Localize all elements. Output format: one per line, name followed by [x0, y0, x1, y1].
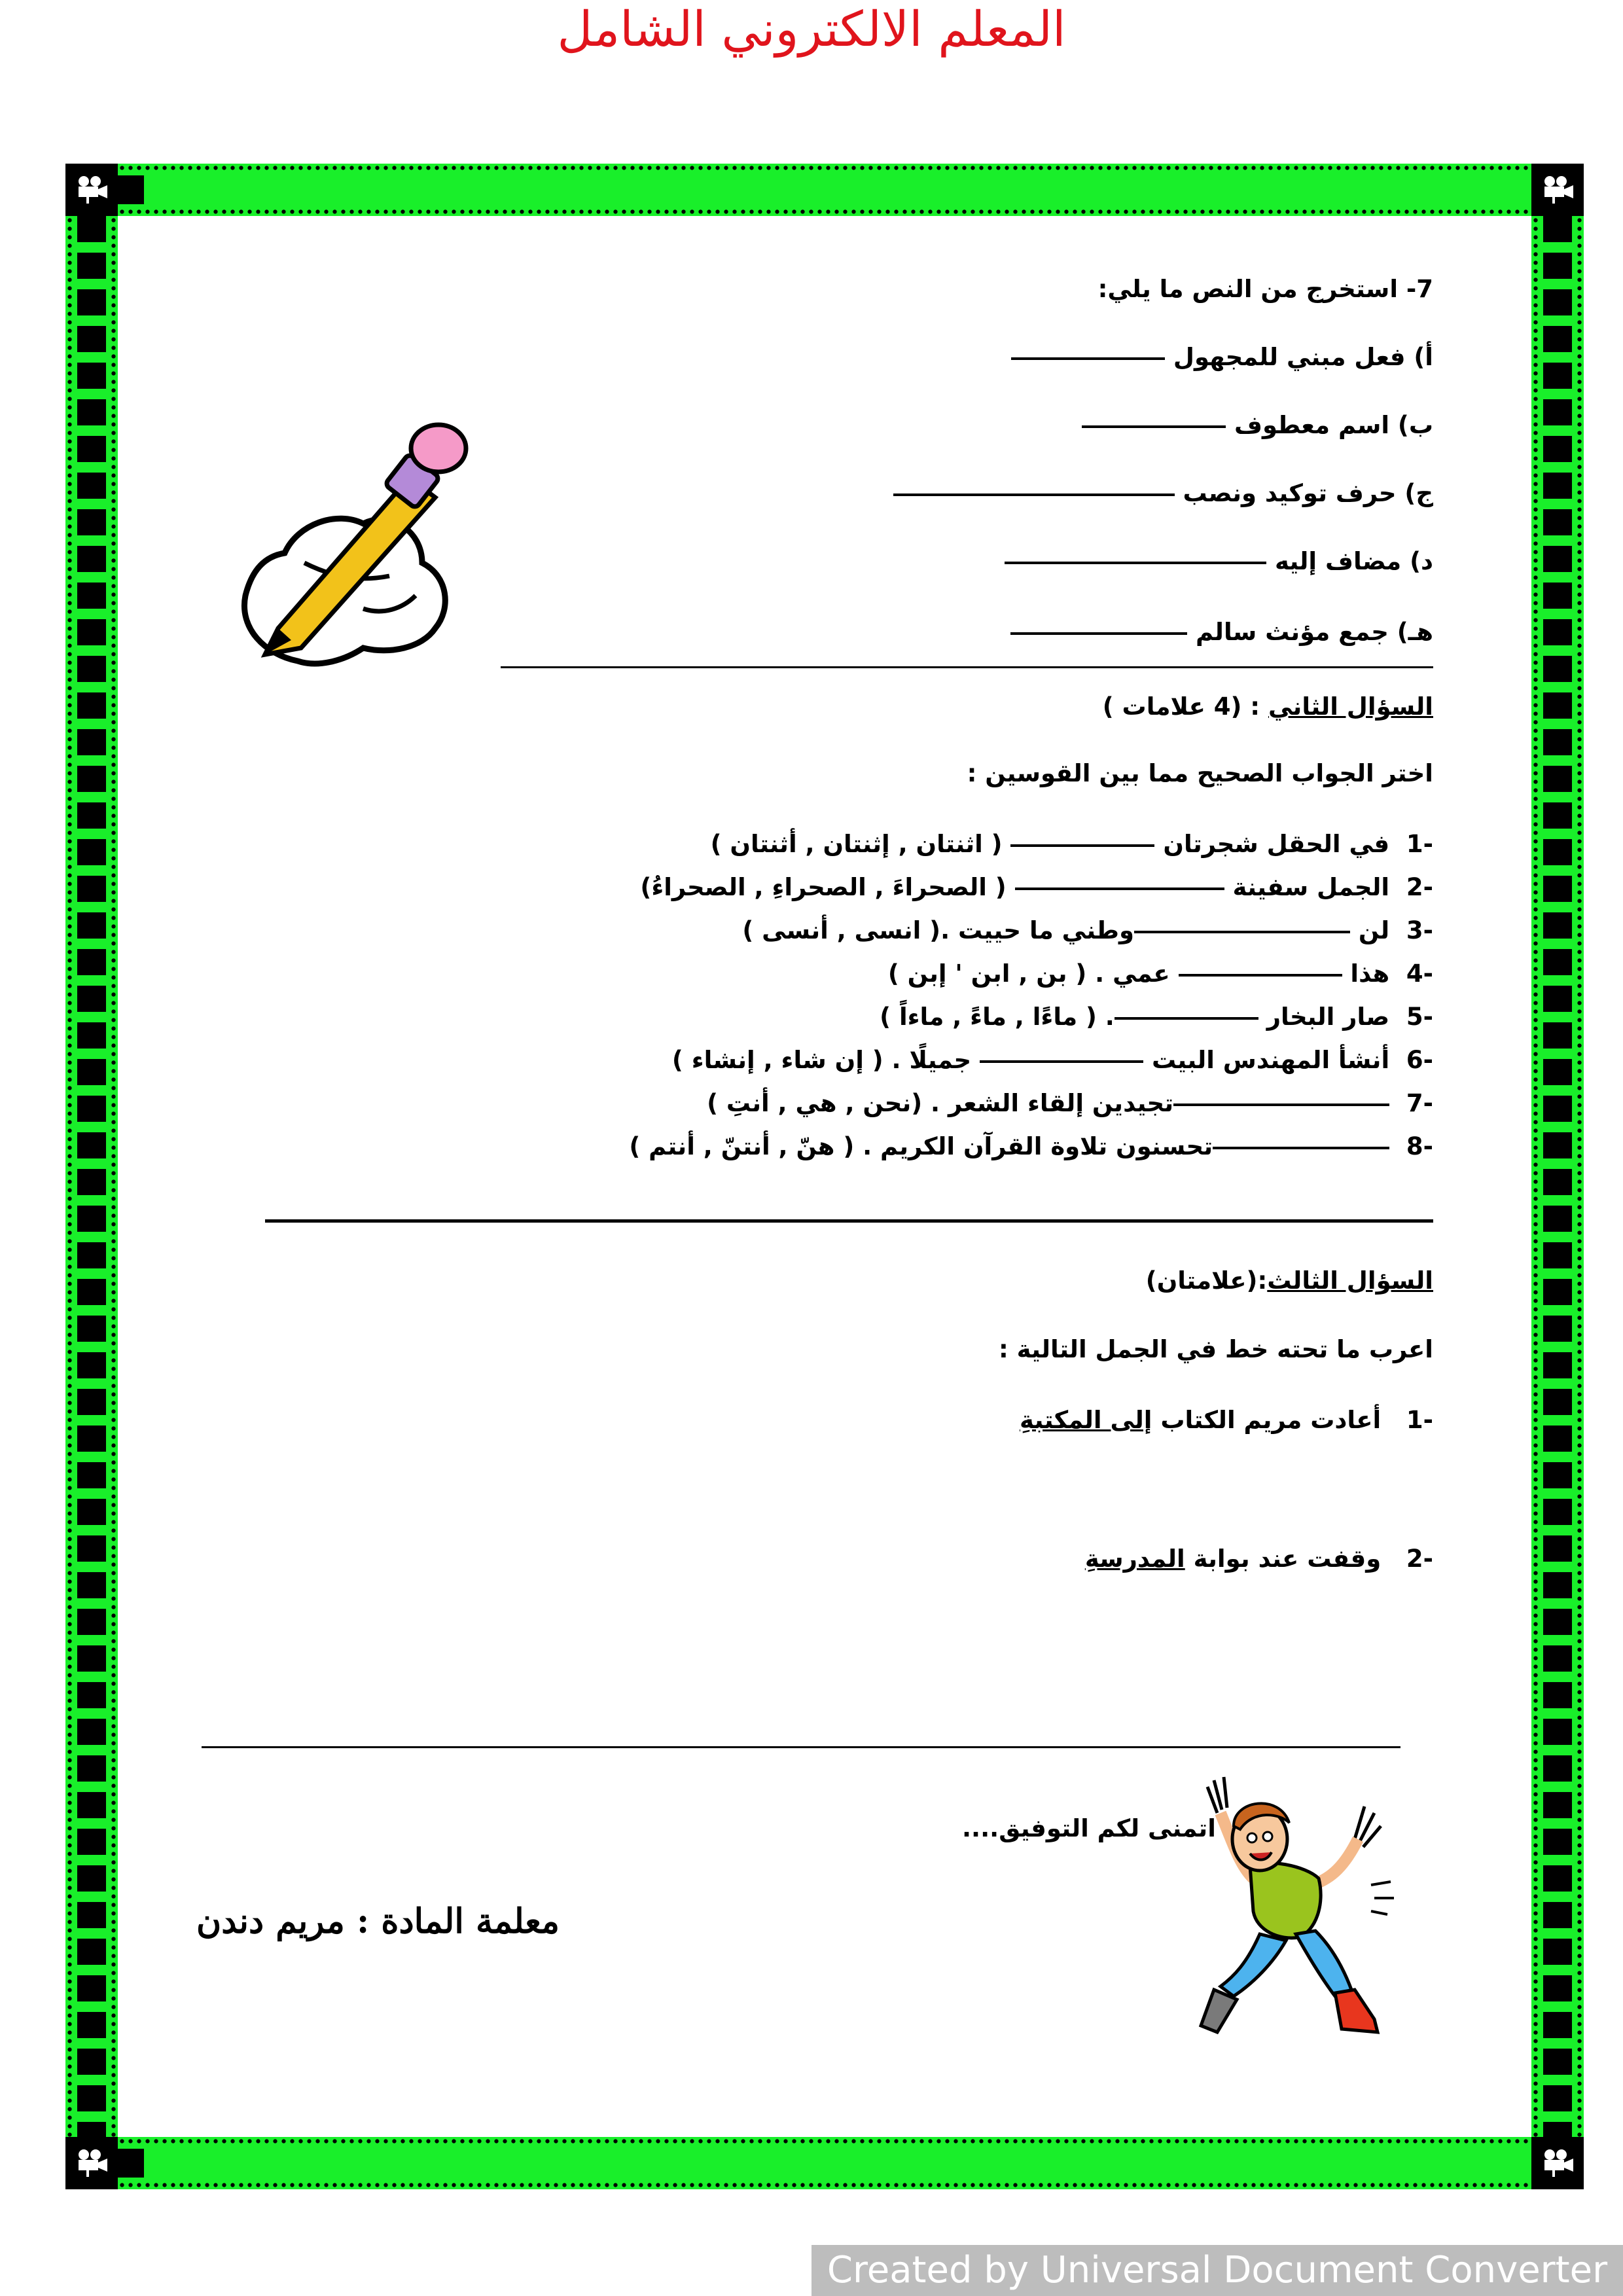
- watermark: Created by Universal Document Converter: [812, 2245, 1623, 2296]
- answer-blank[interactable]: [1134, 931, 1350, 933]
- pencil-hand-icon: [226, 412, 474, 674]
- answer-blank[interactable]: [1115, 1017, 1258, 1020]
- question3-item-2: -2 وقفت عند بوابة المدرسةِ: [1084, 1545, 1433, 1573]
- question2-item-8: -8 تحسنون تلاوة القرآن الكريم . ( هنّ , أنتنّ , أنتم ): [629, 1132, 1433, 1160]
- question2-item-7: -7 تجيدين إلقاء الشعر . (نحن , هي , أنتِ ): [707, 1089, 1433, 1117]
- answer-blank[interactable]: [1179, 974, 1342, 977]
- answer-blank[interactable]: [1005, 562, 1266, 564]
- q7-item-a: أ) فعل مبني للمجهول: [1011, 343, 1433, 372]
- question2-item-1: -1 في الحقل شجرتان ( اثنتان , إثنتان , أثنتان ): [710, 830, 1433, 858]
- question2-item-4: -4 هذا عمي . ( بن , ابن ' إبن ): [887, 960, 1433, 988]
- answer-blank[interactable]: [980, 1060, 1143, 1063]
- teacher-signature: معلمة المادة : مريم دندن: [196, 1901, 560, 1941]
- page-title: المعلم الالكتروني الشامل: [557, 1, 1066, 58]
- section-divider: [501, 666, 1433, 668]
- question3-instruction: اعرب ما تحته خط في الجمل التالية :: [998, 1335, 1433, 1363]
- frame-left: [65, 216, 118, 2137]
- question2-item-3: -3 لن وطني ما حييت .( انسى , أنسى ): [742, 916, 1433, 944]
- frame-right: [1531, 216, 1584, 2137]
- answer-blank[interactable]: [1082, 425, 1226, 428]
- section-divider: [265, 1219, 1433, 1223]
- section-divider: [202, 1746, 1400, 1748]
- frame-top: [118, 164, 1531, 216]
- answer-blank[interactable]: [1010, 632, 1187, 635]
- q7-item-d: د) مضاف إليه: [1005, 547, 1433, 576]
- camera-icon-top-left: [65, 164, 118, 216]
- q7-item-b: ب) اسم معطوف: [1082, 411, 1433, 440]
- camera-icon-top-right: [1531, 164, 1584, 216]
- q7-item-e: هـ) جمع مؤنث سالم: [1010, 618, 1433, 647]
- answer-blank[interactable]: [1010, 844, 1154, 847]
- question2-instruction: اختر الجواب الصحيح مما بين القوسين :: [967, 759, 1433, 787]
- answer-blank[interactable]: [1015, 888, 1224, 890]
- question2-item-5: -5 صار البخار . ( ماءًا , ماءً , ماءاً ): [880, 1003, 1433, 1031]
- q7-intro: 7- استخرج من النص ما يلي:: [1097, 275, 1433, 303]
- closing-wish: اتمنى لكم التوفيق....: [962, 1814, 1216, 1842]
- question3-item-1: -1 أعادت مريم الكتاب إلى المكتبةِ: [1020, 1406, 1433, 1434]
- question3-heading: السؤال الثالث:(علامتان): [1145, 1266, 1433, 1295]
- question2-heading: السؤال الثاني : (4 علامات ): [1102, 692, 1433, 721]
- frame-bottom: [118, 2137, 1531, 2189]
- question2-item-6: -6 أنشأ المهندس البيت جميلًا . ( إن شاء , إنشاء ): [671, 1046, 1433, 1074]
- answer-blank[interactable]: [1213, 1147, 1389, 1149]
- answer-blank[interactable]: [1011, 357, 1165, 360]
- camera-icon-bottom-right: [1531, 2137, 1584, 2189]
- question2-item-2: -2 الجمل سفينة ( الصحراءَ , الصحراءِ , الصحراءُ): [640, 873, 1433, 901]
- camera-icon-bottom-left: [65, 2137, 118, 2189]
- answer-blank[interactable]: [1173, 1103, 1389, 1106]
- q7-item-c: ج) حرف توكيد ونصب: [893, 479, 1433, 508]
- answer-blank[interactable]: [893, 493, 1175, 496]
- running-boy-icon: [1188, 1767, 1397, 2055]
